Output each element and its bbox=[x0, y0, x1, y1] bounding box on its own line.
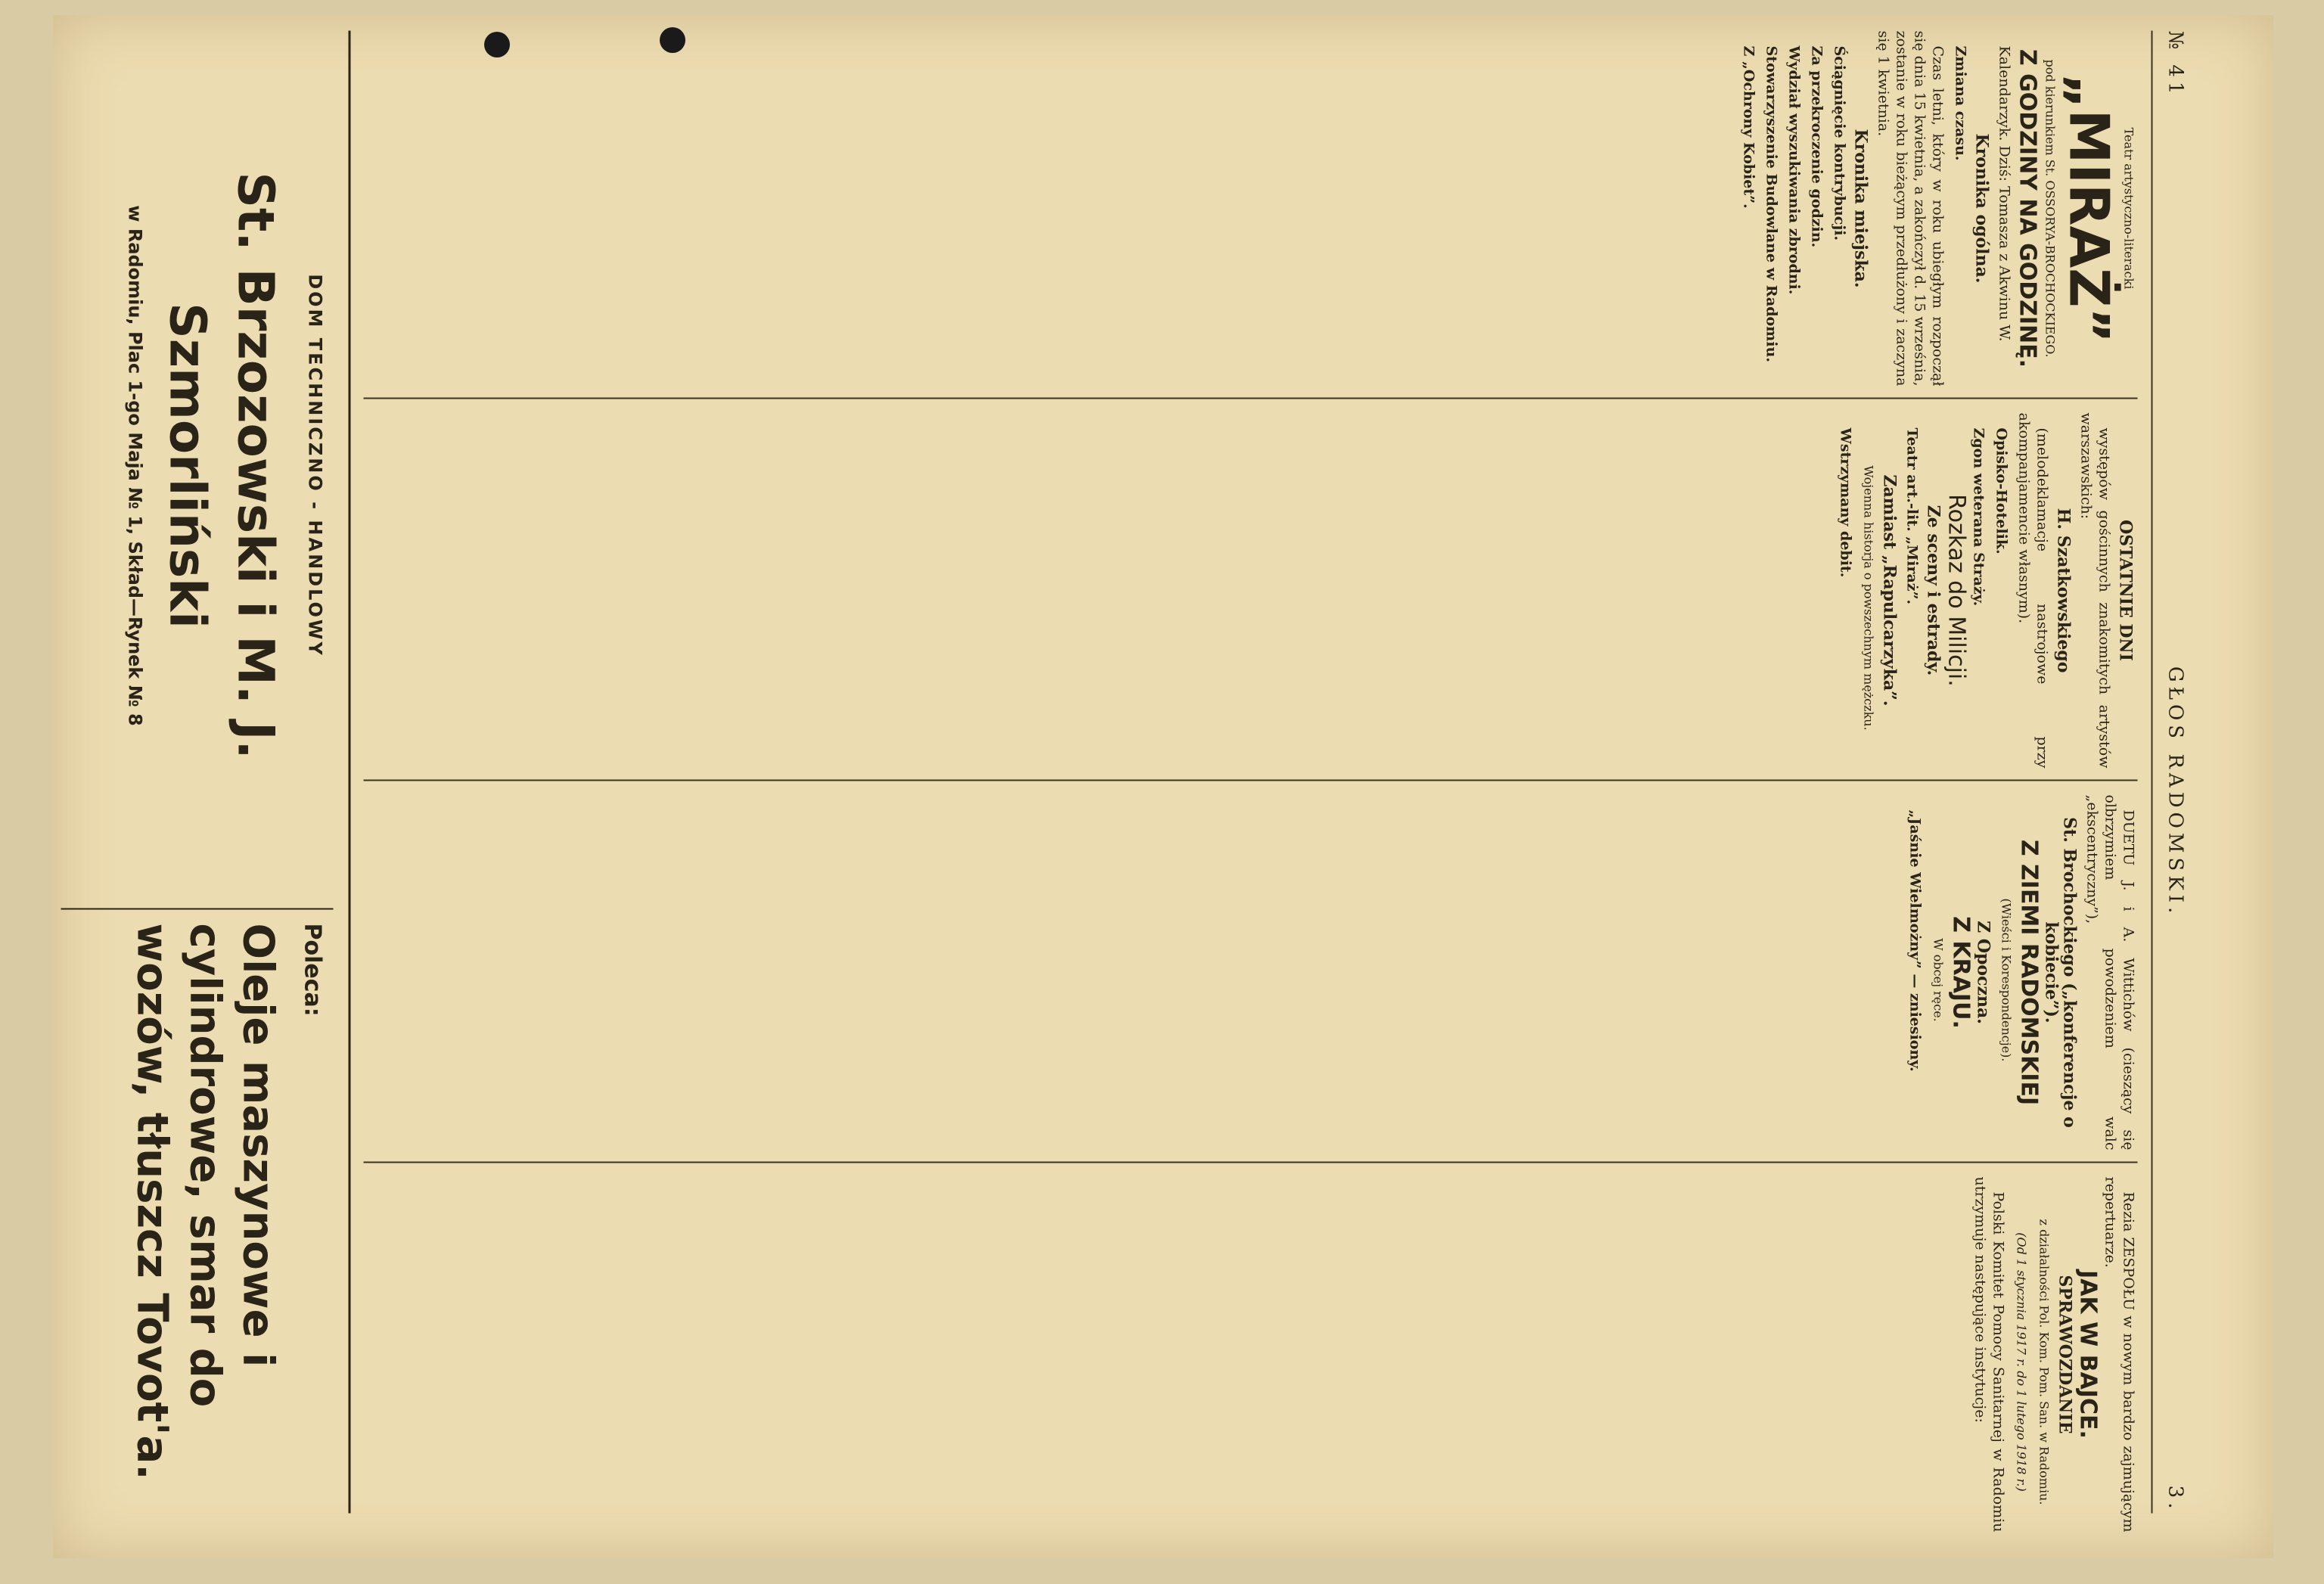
repertoire-text: Rezia ZESPOŁU w nowym bardzo zajmującym repertuarze. bbox=[2102, 1176, 2136, 1532]
artist-note: (melodeklamacje nastrojowe przy akompanjamencie własnym). bbox=[2015, 412, 2050, 768]
column-1 bbox=[1735, 30, 2137, 386]
ad-recommends: Poleca: bbox=[299, 923, 325, 1017]
theatre-director: pod kierunkiem St. OSSORYA-BROCHOCKIEGO. bbox=[2043, 58, 2057, 358]
hour-title: Z GODZINY NA GODZINĘ. bbox=[2014, 48, 2040, 368]
zamiast-title: Zamiast „Rapulcarzyka”. bbox=[1879, 474, 1899, 707]
ad-separator bbox=[61, 908, 333, 909]
artist-name: H. Szatkowskiego bbox=[2053, 508, 2073, 672]
kronika-body: Czas letni, który w roku ubiegłym rozpoczął się dnia 15 kwietnia, a zakończył d. 15 września, zostanie w roku bieżącym przedłużony i zaczyna się 1 kwietnia. bbox=[1875, 30, 1946, 386]
bajka-title: JAK W BAJCE. bbox=[2074, 1269, 2101, 1439]
kronika-sub: Zmiana czasu. bbox=[1952, 45, 1968, 161]
miejska-sub-3: Wydział wyszukiwania zbrodni. bbox=[1785, 45, 1802, 294]
sprawozdanie-sub: z działalności Pol. Kom. Pom. San. w Radomiu. bbox=[2037, 1219, 2051, 1505]
issue-number: № 41 bbox=[2164, 30, 2186, 98]
miejska-sub-2: Za przekroczenie godzin. bbox=[1808, 45, 1825, 247]
ad-product: Oleje maszynowe i cylindrowe, smar do wozów, tłuszcz Tovot'a. bbox=[127, 923, 282, 1480]
ad-address: w Radomiu, Plac 1-go Maja № 1, Skład—Rynek № 8 bbox=[124, 204, 145, 726]
sprawozdanie-period: (Od 1 stycznia 1917 r. do 1 lutego 1918 r.) bbox=[2014, 1231, 2028, 1492]
theatre-subtitle: Teatr artystyczno-literacki bbox=[2121, 127, 2136, 289]
advertisement bbox=[45, 30, 350, 1513]
kraju-title: Z KRAJU. bbox=[1947, 915, 1974, 1029]
column-4 bbox=[1966, 1176, 2137, 1532]
debit-title: Wstrzymany debit. bbox=[1837, 427, 1853, 577]
milicja-title: Rozkaz do Milicji. bbox=[1943, 493, 1969, 687]
ad-firm-block bbox=[124, 30, 325, 900]
miejska-sub-4: Stowarzyszenie Budowlane w Radomiu. bbox=[1763, 45, 1779, 362]
scena-title: Ze sceny i estrady. bbox=[1923, 505, 1943, 676]
opisko-sub-2: Zgon weterana Straży. bbox=[1970, 427, 1987, 606]
scena-sub: Teatr art.-lit. „Miraż”. bbox=[1903, 427, 1920, 604]
ad-house: DOM TECHNICZNO - HANDLOWY bbox=[304, 273, 325, 657]
jasnie-title: „Jaśnie Wielmożny” — zniesiony. bbox=[1906, 809, 1923, 1072]
column-3 bbox=[1901, 794, 2137, 1150]
column-rule bbox=[363, 397, 2137, 399]
column-rule bbox=[363, 1161, 2137, 1163]
kronika-miejska-title: Kronika miejska. bbox=[1850, 128, 1870, 288]
column-2 bbox=[1832, 412, 2137, 768]
announce-text: występów gościnnych znakomitych artystów warszawskich: bbox=[2077, 412, 2112, 768]
ziemi-title: Z ZIEMI RADOMSKIEJ bbox=[2015, 839, 2042, 1105]
ad-product-block bbox=[125, 923, 325, 1513]
ziemi-sub: (Wieści i Korespondencje). bbox=[1999, 898, 2013, 1061]
announce-title: OSTATNIE DNI bbox=[2115, 519, 2135, 661]
theatre-name: „MIRAŻ” bbox=[2057, 73, 2120, 343]
column-rule bbox=[363, 779, 2137, 781]
page-header bbox=[2151, 30, 2198, 1513]
sprawozdanie-title: SPRAWOZDANIE bbox=[2055, 1275, 2074, 1433]
duet-text: DUETU J. i A. Wittichów (cieszący się olbrzymiem powodzeniem walc „ekscentryczny”), bbox=[2083, 794, 2136, 1150]
paper-name: GŁOS RADOMSKI. bbox=[2164, 666, 2186, 918]
kraju-sub: W obcej ręce. bbox=[1931, 937, 1945, 1022]
ziemi-city: Z Opoczna. bbox=[1973, 920, 1993, 1024]
ad-firm: St. Brzozowski i M. J. Szmorliński bbox=[158, 171, 284, 759]
opisko-sub-1: Opisko-Hotelik. bbox=[1993, 427, 2009, 554]
miejska-sub-1: Ściągnięcie kontrybucji. bbox=[1831, 45, 1847, 241]
brochocki-text: St. Brochockiego („konferencje o kobiecie”). bbox=[2041, 816, 2079, 1128]
miejska-sub-5: Z „Ochrony Kobiet”. bbox=[1740, 45, 1757, 209]
calendar: Kalendarzyk. Dziś: Tomasza z Akwinu W. bbox=[1996, 45, 2012, 341]
sprawozdanie-body: Polski Komitet Pomocy Sanitarnej w Radomiu utrzymuje następujące instytucje: bbox=[1971, 1176, 2006, 1532]
kronika-ogolna-title: Kronika ogólna. bbox=[1971, 133, 1991, 283]
zamiast-sub: Wojenna historja o powszechnym mężczku. bbox=[1861, 464, 1875, 731]
page-number: 3. bbox=[2164, 1485, 2186, 1513]
